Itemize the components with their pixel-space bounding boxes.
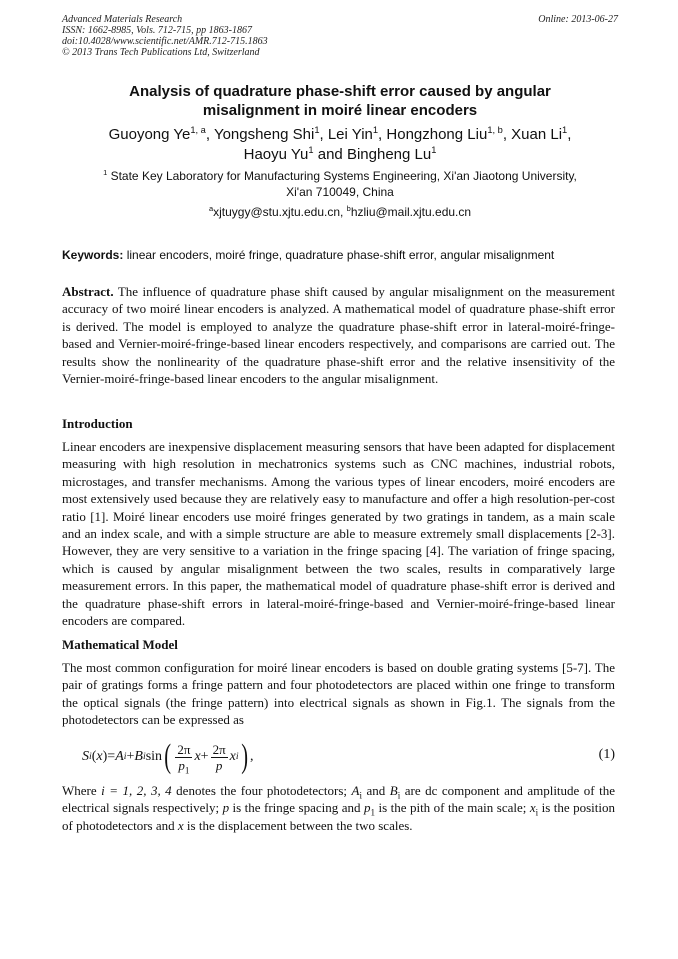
introduction-text: Linear encoders are inexpensive displacement measuring sensors that have been adapted for displacement measuring with high resolution in mechatronics systems such as CNC machines, industrial robots, microstages, and transfer mechanisms. Among the various types of linear encoders, moiré encoders are most extensively used because they are relatively easy to manufacture and offer a high resolution-per-cost ratio [1]. Moiré linear encoders use moiré fringes generated by two gratings in tandem, as a main scale and an index scale, and with a simple structure are able to measure extremely small displacements [2-3]. However, they are very sensitive to a variation in the fringe spacing [4]. The variation of fringe spacing, which is caused by angular misalignment between the two scales, results in comparatively large measurement errors. In this paper, the mathematical model of quadrature phase-shift error is derived and the quadrature phase-shift errors in lateral-moiré-fringe-based and Vernier-moiré-fringe-based linear encoders are compared. (62, 439, 615, 629)
fraction-2pi-p1: $\frac{2\pi}{p_1}$ (177, 741, 191, 776)
math-model-heading: Mathematical Model (62, 637, 178, 652)
author-list (62, 125, 618, 165)
fraction-2pi-p: $\frac{2\pi}{p}$ (212, 741, 226, 773)
author: Yongsheng Shi$^1$, (213, 125, 328, 143)
author: Bingheng Lu$^1$ (346, 145, 437, 163)
math-model-text: The most common configuration for moiré linear encoders is based on double grating systems [5-7]. The pair of gratings forms a fringe pattern and four photodetectors are placed within one fringe to transform the optical signals (the fringe pattern) into electrical signals as shown in Fig.1. The signals from the photodetectors can be expressed as (62, 660, 615, 728)
email-b[interactable]: hzliu@mail.xjtu.edu.cn (350, 205, 472, 219)
author: Guoyong Ye$^{1, a}$, (108, 125, 214, 143)
issn-line: ISSN: 1662-8985, Vols. 712-715, pp 1863-1867 (62, 25, 252, 36)
abstract (62, 283, 615, 387)
author: Haoyu Yu$^1$ and (243, 145, 347, 163)
copyright-line: © 2013 Trans Tech Publications Ltd, Switzerland (62, 47, 260, 58)
title-line-1: Analysis of quadrature phase-shift error caused by angular (129, 83, 551, 100)
title-line-2: misalignment in moiré linear encoders (202, 102, 478, 119)
journal-header (62, 14, 618, 58)
author: Hongzhong Liu$^{1, b}$, (386, 125, 512, 143)
equation-body: S i ( x ) = A i + B i sin ( $\frac{2\pi}{p_1}$ x + $\frac{2\pi}{p}$ x i ) , (82, 738, 254, 776)
email-a[interactable]: xjtuygy@stu.xjtu.edu.cn, (213, 205, 347, 219)
keywords-text: linear encoders, moiré fringe, quadrature phase-shift error, angular misalignment (123, 248, 555, 262)
journal-name: Advanced Materials Research (62, 14, 183, 25)
keywords-label: Keywords: (62, 248, 124, 262)
author-emails: $^a$xjtuygy@stu.xjtu.edu.cn, $^b$hzliu@mail.xjtu.edu.cn (208, 204, 472, 219)
equation-number: (1) (598, 747, 615, 762)
doi-line: doi:10.4028/www.scientific.net/AMR.712-715.1863 (62, 36, 268, 47)
abstract-text: The influence of quadrature phase shift caused by angular misalignment on the measurement accuracy of two moiré linear encoders is analyzed. A mathematical model of quadrature phase-shift error is derived. The model is employed to analyze the quadrature phase-shift error in lateral-moiré-fringe-based and Vernier-moiré-fringe-based linear encoders respectively, and comparisons are carried out. The results show the nonlinearity of the quadrature phase-shift error and the relative insensitivity of the Vernier-moiré-fringe-based linear encoders to the angular misalignment. (62, 284, 615, 387)
abstract-label: Abstract. (62, 284, 114, 299)
affiliation: $^1$ State Key Laboratory for Manufacturing Systems Engineering, Xi'an Jiaotong University, Xi'an 710049, China (103, 168, 577, 199)
equation-explanation: Where i = 1, 2, 3, 4 denotes the four photodetectors; $A_i$ and $B_i$ are dc component and amplitude of the electrical signals respectively; p is the fringe spacing and $p_1$ is the pith of the main scale; $x_i$ is the position of photodetectors and x is the displacement between the two scales. (62, 783, 615, 833)
paper-title (62, 82, 618, 120)
author: Lei Yin$^1$, (327, 125, 387, 143)
introduction-heading: Introduction (62, 416, 133, 431)
equation-1 (62, 737, 615, 777)
online-date: Online: 2013-06-27 (538, 14, 618, 25)
author: Xuan Li$^1$, (511, 125, 572, 143)
keywords (62, 247, 618, 263)
